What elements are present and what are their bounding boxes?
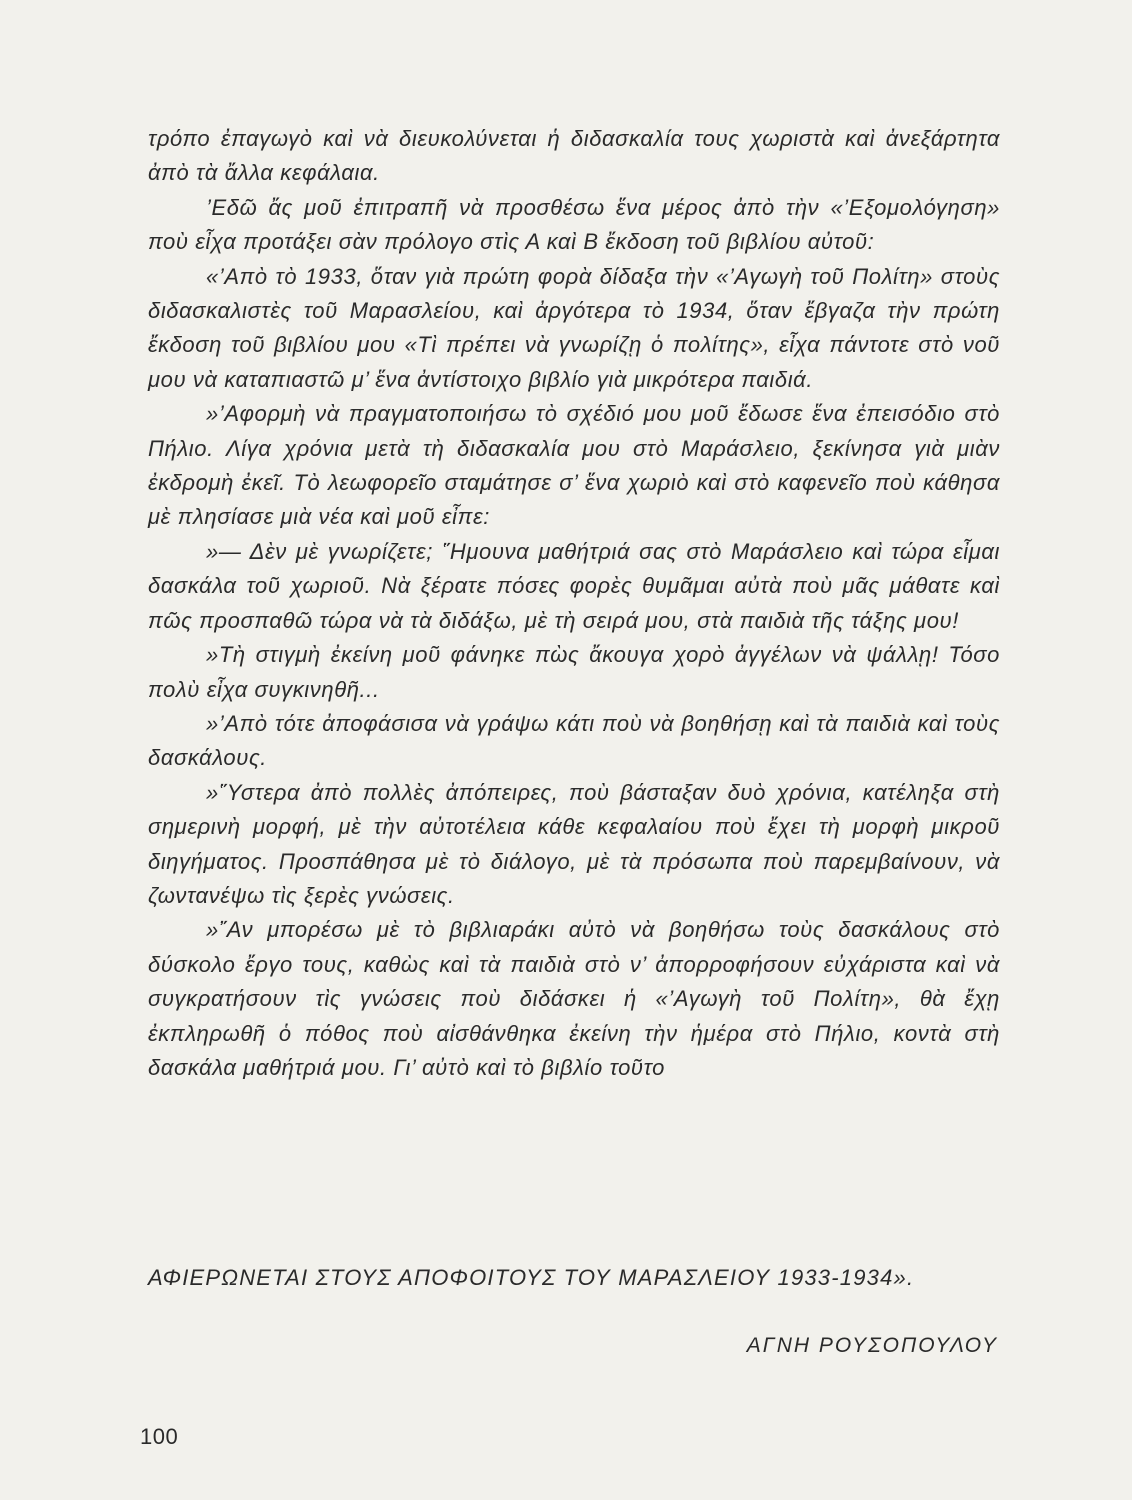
paragraph-angels: »Τὴ στιγμὴ ἐκείνη μοῦ φάνηκε πὼς ἄκουγα χορὸ ἀγγέλων νὰ ψάλλῃ! Τόσο πολὺ εἶχα συγκινηθῆ... [148, 642, 1000, 702]
author-signature: ΑΓΝΗ ΡΟΥΣΟΠΟΥΛΟΥ [746, 1334, 998, 1357]
paragraph-continuation: τρόπο ἐπαγωγὸ καὶ νὰ διευκολύνεται ἡ διδασκαλία τους χωριστὰ καὶ ἀνεξάρτητα ἀπὸ τὰ ἄλλα κεφάλαια. [148, 126, 1000, 186]
page-number: 100 [140, 1424, 179, 1449]
paragraph-attempts: »῞Υστερα ἀπὸ πολλὲς ἀπόπειρες, ποὺ βάσταξαν δυὸ χρόνια, κατέληξα στὴ σημερινὴ μορφή, μὲ τὴν αὐτοτέλεια κάθε κεφαλαίου ποὺ ἔχει τὴ μορφὴ μικροῦ διηγήματος. Προσπάθησα μὲ τὸ διάλογο, μὲ τὰ πρόσωπα ποὺ παρεμβαίνουν, νὰ ζωντανέψω τὶς ξερὲς γνώσεις. [148, 779, 1000, 908]
paragraph-decision: »’Απὸ τότε ἀποφάσισα νὰ γράψω κάτι ποὺ νὰ βοηθήσῃ καὶ τὰ παιδιὰ καὶ τοὺς δασκάλους. [148, 710, 1000, 771]
dedication-line: ΑΦΙΕΡΩΝΕΤΑΙ ΣΤΟΥΣ ΑΠΟΦΟΙΤΟΥΣ ΤΟΥ ΜΑΡΑΣΛΕΙΟΥ 1933-1934». [148, 1265, 915, 1290]
paragraph-pelion-episode: »’Αφορμὴ νὰ πραγματοποιήσω τὸ σχέδιό μου μοῦ ἔδωσε ἕνα ἐπεισόδιο στὸ Πήλιο. Λίγα χρόνια μετὰ τὴ διδασκαλία μου στὸ Μαράσλειο, ξεκίνησα γιὰ μιὰν ἐκδρομὴ ἐκεῖ. Τὸ λεωφορεῖο σταμάτησε σ’ ἕνα χωριὸ καὶ στὸ καφενεῖο ποὺ κάθησα μὲ πλησίασε μιὰ νέα καὶ μοῦ εἶπε: [148, 401, 1000, 530]
paragraph-quote-start: «’Απὸ τὸ 1933, ὅταν γιὰ πρώτη φορὰ δίδαξα τὴν «’Αγωγὴ τοῦ Πολίτη» στοὺς διδασκαλιστὲς τοῦ Μαρασλείου, καὶ ἀργότερα τὸ 1934, ὅταν ἔβγαζα τὴν πρώτη ἔκδοση τοῦ βιβλίου μου «Τὶ πρέπει νὰ γνωρίζῃ ὁ πολίτης», εἶχα πάντοτε στὸ νοῦ μου νὰ καταπιαστῶ μ’ ἕνα ἀντίστοιχο βιβλίο γιὰ μικρότερα παιδιά. [148, 263, 1000, 392]
paragraph-dialogue: »— Δὲν μὲ γνωρίζετε; ῞Ημουνα μαθήτριά σας στὸ Μαράσλειο καὶ τώρα εἶμαι δασκάλα τοῦ χωριοῦ. Νὰ ξέρατε πόσες φορὲς θυμᾶμαι αὐτὰ ποὺ μᾶς μάθατε καὶ πῶς προσπαθῶ τώρα νὰ τὰ διδάξω, μὲ τὴ σειρά μου, στὰ παιδιὰ τῆς τάξης μου! [148, 538, 1000, 633]
paragraph-closing: »῎Αν μπορέσω μὲ τὸ βιβλιαράκι αὐτὸ νὰ βοηθήσω τοὺς δασκάλους στὸ δύσκολο ἔργο τους, καθὼς καὶ τὰ παιδιὰ στὸ ν’ ἀπορροφήσουν εὐχάριστα καὶ νὰ συγκρατήσουν τὶς γνώσεις ποὺ διδάσκει ἡ «’Αγωγὴ τοῦ Πολίτη», θὰ ἔχῃ ἐκπληρωθῆ ὁ πόθος ποὺ αἰσθάνθηκα ἐκείνη τὴν ἡμέρα στὸ Πήλιο, κοντὰ στὴ δασκάλα μαθήτριά μου. Γι’ αὐτὸ καὶ τὸ βιβλίο τοῦτο [148, 917, 1000, 1080]
body-text [148, 122, 1000, 1085]
paragraph-intro: ’Εδῶ ἄς μοῦ ἐπιτραπῆ νὰ προσθέσω ἕνα μέρος ἀπὸ τὴν «’Εξομολόγηση» ποὺ εἶχα προτάξει σὰν πρόλογο στὶς Α καὶ Β ἔκδοση τοῦ βιβλίου αὐτοῦ: [148, 194, 1000, 255]
